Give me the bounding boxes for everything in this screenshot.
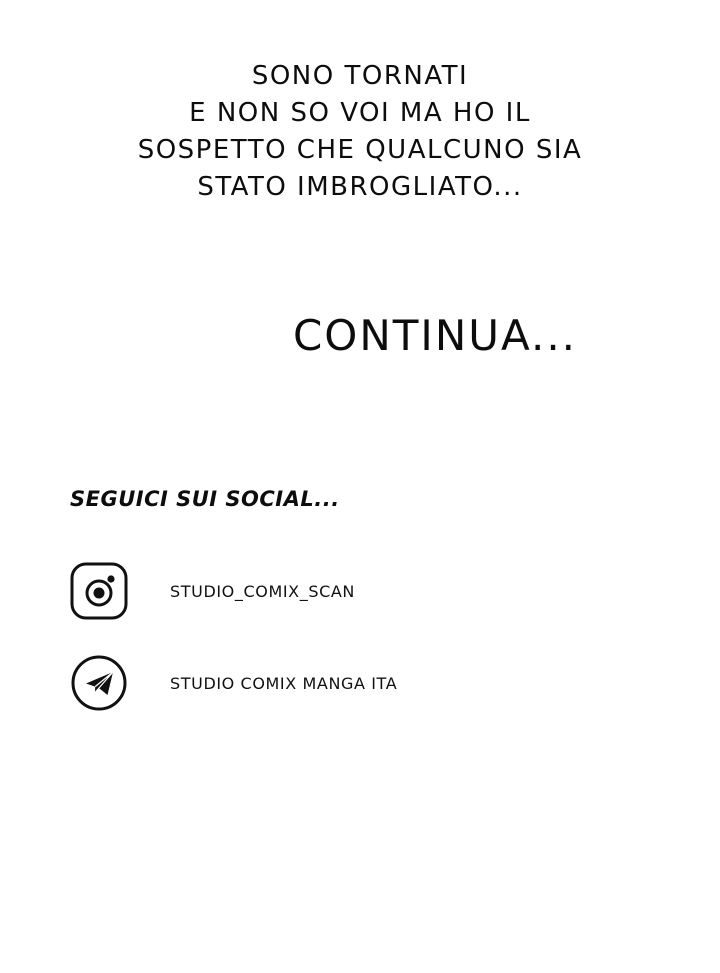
narration-line-1: SONO TORNATI xyxy=(251,61,469,91)
social-link-instagram[interactable] xyxy=(70,562,355,620)
telegram-icon xyxy=(70,654,128,712)
instagram-icon xyxy=(70,562,128,620)
to-be-continued-text: CONTINUA... xyxy=(292,311,578,360)
social-link-telegram[interactable] xyxy=(70,654,397,712)
follow-us-heading: SEGUICI SUI SOCIAL... xyxy=(70,487,340,511)
narration-line-3: SOSPETTO CHE QUALCUNO SIA xyxy=(137,135,583,165)
narration-caption xyxy=(0,58,720,206)
instagram-handle: STUDIO_COMIX_SCAN xyxy=(170,581,355,601)
telegram-handle: STUDIO COMIX MANGA ITA xyxy=(170,673,398,693)
narration-line-4: STATO IMBROGLIATO... xyxy=(197,172,523,202)
narration-line-2: E NON SO VOI MA HO IL xyxy=(189,98,531,128)
